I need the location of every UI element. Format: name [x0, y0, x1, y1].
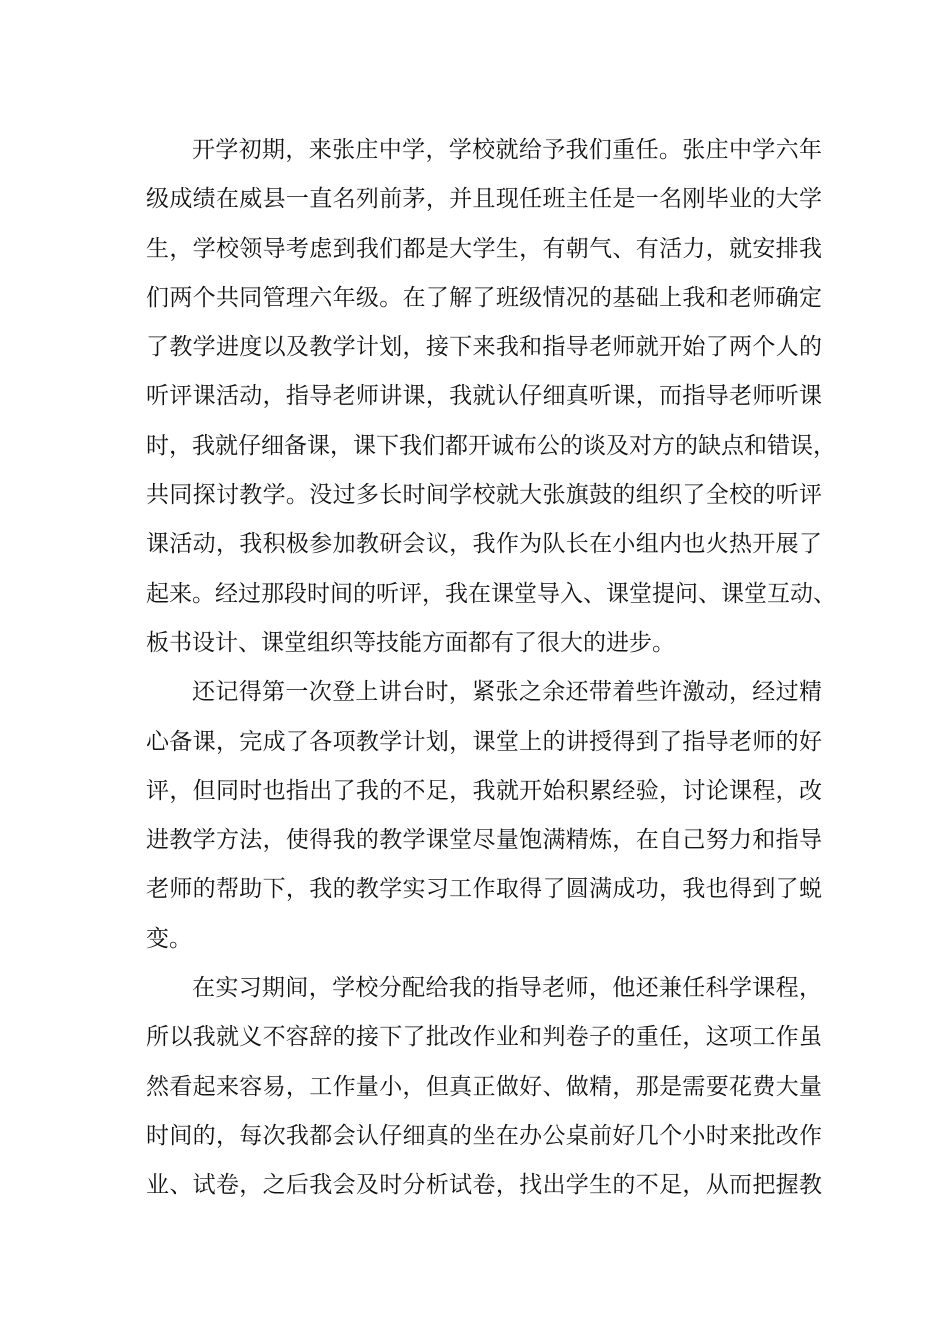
paragraph-line: 老师的帮助下，我的教学实习工作取得了圆满成功，我也得到了蜕	[146, 876, 822, 903]
paragraph-line: 变。	[146, 925, 192, 952]
paragraph-line: 板书设计、课堂组织等技能方面都有了很大的进步。	[146, 629, 675, 656]
paragraph-line: 还记得第一次登上讲台时，紧张之余还带着些许激动，经过精	[192, 679, 822, 706]
paragraph-line: 级成绩在威县一直名列前茅，并且现任班主任是一名刚毕业的大学	[146, 186, 822, 213]
paragraph-line: 在实习期间，学校分配给我的指导老师，他还兼任科学课程，	[192, 975, 822, 1002]
paragraph-line: 起来。经过那段时间的听评，我在课堂导入、课堂提问、课堂互动、	[146, 580, 836, 607]
paragraph-line: 时间的，每次我都会认仔细真的坐在办公桌前好几个小时来批改作	[146, 1122, 822, 1149]
paragraph-line: 所以我就义不容辞的接下了批改作业和判卷子的重任，这项工作虽	[146, 1024, 822, 1051]
paragraph-line: 共同探讨教学。没过多长时间学校就大张旗鼓的组织了全校的听评	[146, 482, 822, 509]
paragraph-line: 了教学进度以及教学计划，接下来我和指导老师就开始了两个人的	[146, 334, 822, 361]
paragraph-line: 评，但同时也指出了我的不足，我就开始积累经验，讨论课程，改	[146, 777, 822, 804]
paragraph-line: 课活动，我积极参加教研会议，我作为队长在小组内也火热开展了	[146, 531, 822, 558]
paragraph-line: 们两个共同管理六年级。在了解了班级情况的基础上我和老师确定	[146, 284, 822, 311]
document-body	[146, 126, 836, 1211]
paragraph-line: 时，我就仔细备课，课下我们都开诚布公的谈及对方的缺点和错误，	[146, 432, 836, 459]
paragraph-line: 开学初期，来张庄中学，学校就给予我们重任。张庄中学六年	[192, 137, 822, 163]
paragraph-line: 业、试卷，之后我会及时分析试卷，找出学生的不足，从而把握教	[146, 1172, 822, 1199]
paragraph-line: 然看起来容易，工作量小，但真正做好、做精，那是需要花费大量	[146, 1073, 822, 1100]
paragraph-line: 进教学方法，使得我的教学课堂尽量饱满精炼，在自己努力和指导	[146, 827, 822, 854]
paragraph-line: 听评课活动，指导老师讲课，我就认仔细真听课，而指导老师听课	[146, 383, 822, 410]
paragraph-line: 心备课，完成了各项教学计划，课堂上的讲授得到了指导老师的好	[146, 728, 822, 755]
paragraph-line: 生，学校领导考虑到我们都是大学生，有朝气、有活力，就安排我	[146, 235, 822, 262]
